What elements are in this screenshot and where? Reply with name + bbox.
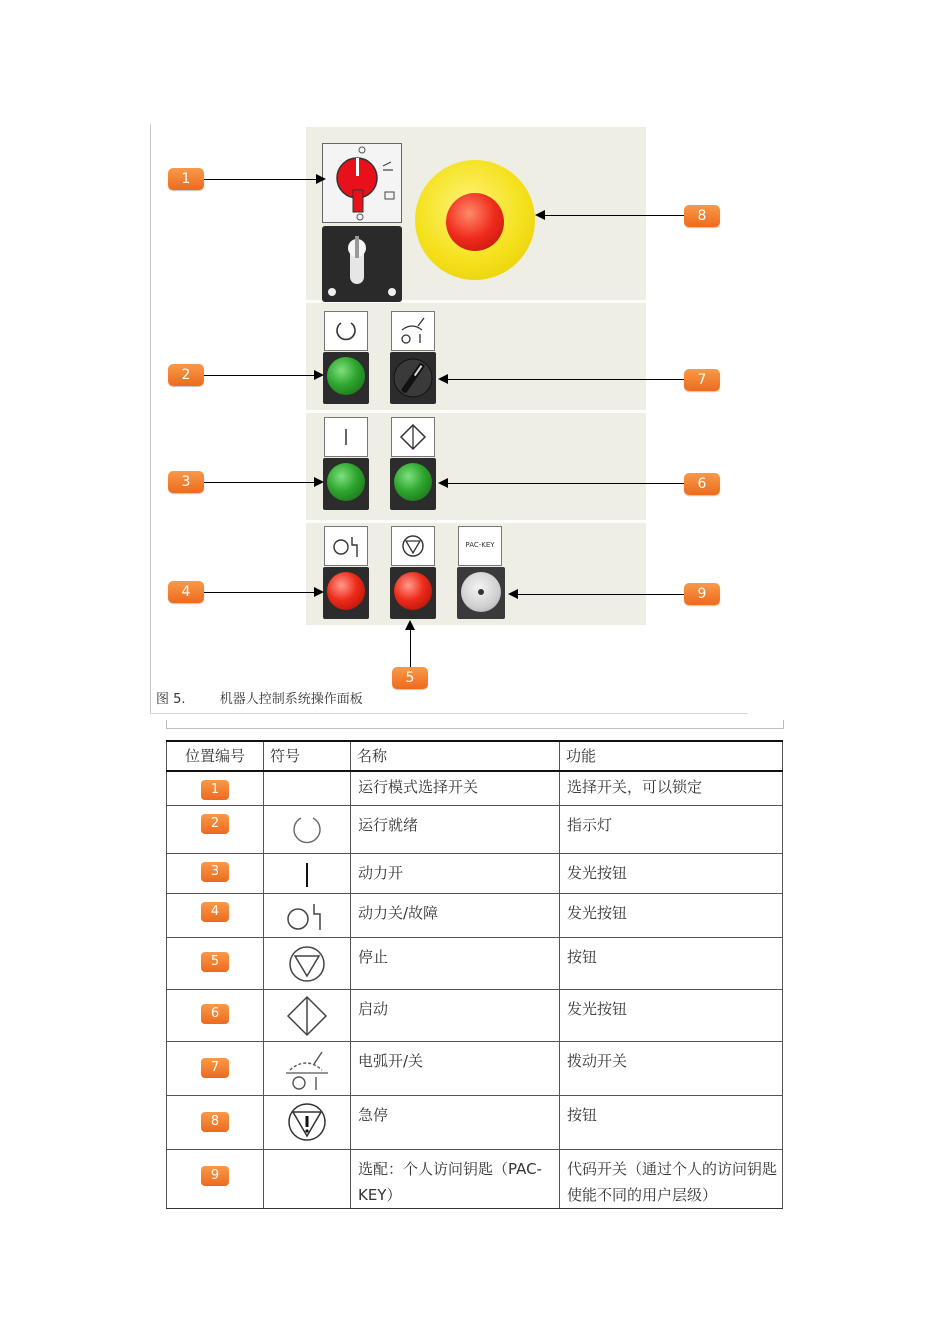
callout-4: 4	[168, 581, 204, 603]
table-row	[167, 1149, 783, 1208]
arrow-5-head	[405, 620, 415, 630]
arrow-5	[410, 630, 411, 667]
green-lamp	[394, 463, 432, 501]
emergency-stop-button[interactable]	[415, 160, 535, 280]
power-on-symbol-plate	[324, 417, 368, 457]
item-function: 拨动开关	[567, 1051, 628, 1070]
position-badge: 1	[201, 780, 229, 800]
header-symbol: 符号	[264, 741, 351, 771]
table-row	[167, 853, 783, 893]
symbol-cell	[264, 805, 351, 853]
symbol-cell	[264, 1095, 351, 1149]
power-on-bar-icon	[285, 858, 329, 890]
arc-toggle-switch[interactable]	[390, 352, 436, 404]
symbol-cell	[264, 937, 351, 989]
item-name: 急停	[358, 1105, 389, 1124]
panel-divider	[306, 410, 646, 413]
green-lamp	[327, 463, 365, 501]
symbol-cell	[264, 893, 351, 937]
stop-symbol-plate	[391, 526, 435, 566]
item-function: 发光按钮	[567, 863, 628, 882]
symbol-cell	[264, 771, 351, 805]
pac-key-socket	[461, 572, 501, 612]
arrow-2-head	[314, 370, 324, 380]
arrow-2	[204, 375, 316, 376]
callout-8: 8	[684, 205, 720, 227]
arrow-6	[448, 483, 684, 484]
arrow-3	[204, 482, 316, 483]
position-badge: 2	[201, 814, 229, 834]
position-badge: 7	[201, 1058, 229, 1078]
arrow-1	[204, 179, 318, 180]
table-row	[167, 937, 783, 989]
symbol-cell	[264, 1041, 351, 1095]
arrow-4-head	[314, 587, 324, 597]
pac-key-label: PAC-KEY	[465, 541, 495, 549]
table-row	[167, 1041, 783, 1095]
header-name: 名称	[351, 741, 560, 771]
emergency-stop-mushroom	[446, 193, 504, 251]
callout-7: 7	[684, 369, 720, 391]
position-badge: 9	[201, 1166, 229, 1186]
symbol-cell	[264, 989, 351, 1041]
position-badge: 3	[201, 862, 229, 882]
pac-key-plate	[458, 526, 502, 566]
item-name: 选配：个人访问钥匙（PAC-KEY）	[358, 1159, 542, 1204]
start-symbol-plate	[391, 417, 435, 457]
figure-caption	[156, 688, 363, 707]
arrow-7-head	[438, 374, 448, 384]
table-row	[167, 1095, 783, 1149]
key-switch-icon	[322, 226, 402, 302]
arrow-8	[545, 215, 684, 216]
header-position: 位置编号	[167, 741, 264, 771]
panel-divider	[306, 520, 646, 523]
power-off-symbol-plate	[324, 526, 368, 566]
figure-bottom-border	[150, 713, 748, 714]
table-row	[167, 771, 783, 805]
position-badge: 8	[201, 1112, 229, 1132]
item-function: 选择开关，可以锁定	[567, 778, 703, 796]
item-name: 启动	[358, 999, 389, 1018]
stop-button[interactable]	[390, 567, 436, 619]
red-lamp	[327, 572, 365, 610]
figure-left-border	[150, 124, 151, 714]
arc-switch-icon	[282, 1046, 332, 1092]
start-diamond-icon	[392, 418, 434, 456]
table-row	[167, 805, 783, 853]
emergency-stop-icon	[285, 1100, 329, 1144]
item-function: 指示灯	[567, 815, 613, 834]
callout-6: 6	[684, 473, 720, 495]
stop-triangle-icon	[285, 942, 329, 986]
arrow-3-head	[314, 477, 324, 487]
power-on-bar-icon	[325, 418, 367, 456]
item-name: 运行模式选择开关	[358, 778, 479, 796]
callout-2: 2	[168, 364, 204, 386]
position-badge: 5	[201, 952, 229, 972]
item-function: 按钮	[567, 947, 598, 966]
table-header-row	[167, 741, 783, 771]
item-name: 动力关/故障	[358, 903, 439, 922]
rotary-knob-icon	[390, 352, 436, 404]
callout-1: 1	[168, 168, 204, 190]
arrow-4	[204, 592, 316, 593]
callout-5: 5	[392, 667, 428, 689]
figure-number: 图 5.	[156, 692, 186, 707]
power-off-button[interactable]	[323, 567, 369, 619]
table-row	[167, 989, 783, 1041]
item-name: 动力开	[358, 863, 404, 882]
power-on-button[interactable]	[323, 458, 369, 510]
arc-symbol-plate	[391, 311, 435, 351]
mode-selector-switch[interactable]	[322, 143, 402, 223]
position-badge: 4	[201, 902, 229, 922]
item-function: 代码开关（通过个人的访问钥匙使能不同的用户层级）	[567, 1159, 778, 1204]
arrow-7	[448, 379, 684, 380]
item-name: 电弧开/关	[358, 1051, 424, 1070]
item-function: 发光按钮	[567, 999, 628, 1018]
symbol-cell	[264, 1149, 351, 1208]
figure-frame-bracket	[166, 720, 784, 729]
item-function: 发光按钮	[567, 903, 628, 922]
item-function: 按钮	[567, 1105, 598, 1124]
callout-9: 9	[684, 583, 720, 605]
key-switch[interactable]	[322, 226, 402, 302]
start-button[interactable]	[390, 458, 436, 510]
symbol-cell	[264, 853, 351, 893]
stop-triangle-icon	[392, 527, 434, 565]
arrow-9	[518, 594, 684, 595]
pac-key-reader[interactable]	[457, 567, 505, 619]
figure-title: 机器人控制系统操作面板	[219, 692, 363, 707]
arrow-6-head	[438, 478, 448, 488]
power-off-fault-icon	[325, 527, 367, 565]
item-name: 停止	[358, 947, 389, 966]
item-name: 运行就绪	[358, 815, 419, 834]
green-lamp	[327, 357, 365, 395]
mode-selector-knob-icon	[323, 144, 401, 222]
panel-legend-table	[166, 740, 783, 1209]
position-badge: 6	[201, 1004, 229, 1024]
red-lamp	[394, 572, 432, 610]
ready-indicator-lamp	[323, 352, 369, 404]
arrow-9-head	[508, 589, 518, 599]
table-row	[167, 893, 783, 937]
ready-symbol-plate	[324, 311, 368, 351]
arrow-1-head	[316, 174, 326, 184]
ready-circle-icon	[325, 312, 367, 350]
power-off-fault-icon	[282, 898, 332, 934]
ready-circle-icon	[285, 810, 329, 850]
arrow-8-head	[535, 210, 545, 220]
start-diamond-icon	[285, 994, 329, 1038]
header-function: 功能	[560, 741, 783, 771]
pac-key-contact	[478, 589, 484, 595]
arc-switch-icon	[392, 312, 434, 350]
callout-3: 3	[168, 471, 204, 493]
